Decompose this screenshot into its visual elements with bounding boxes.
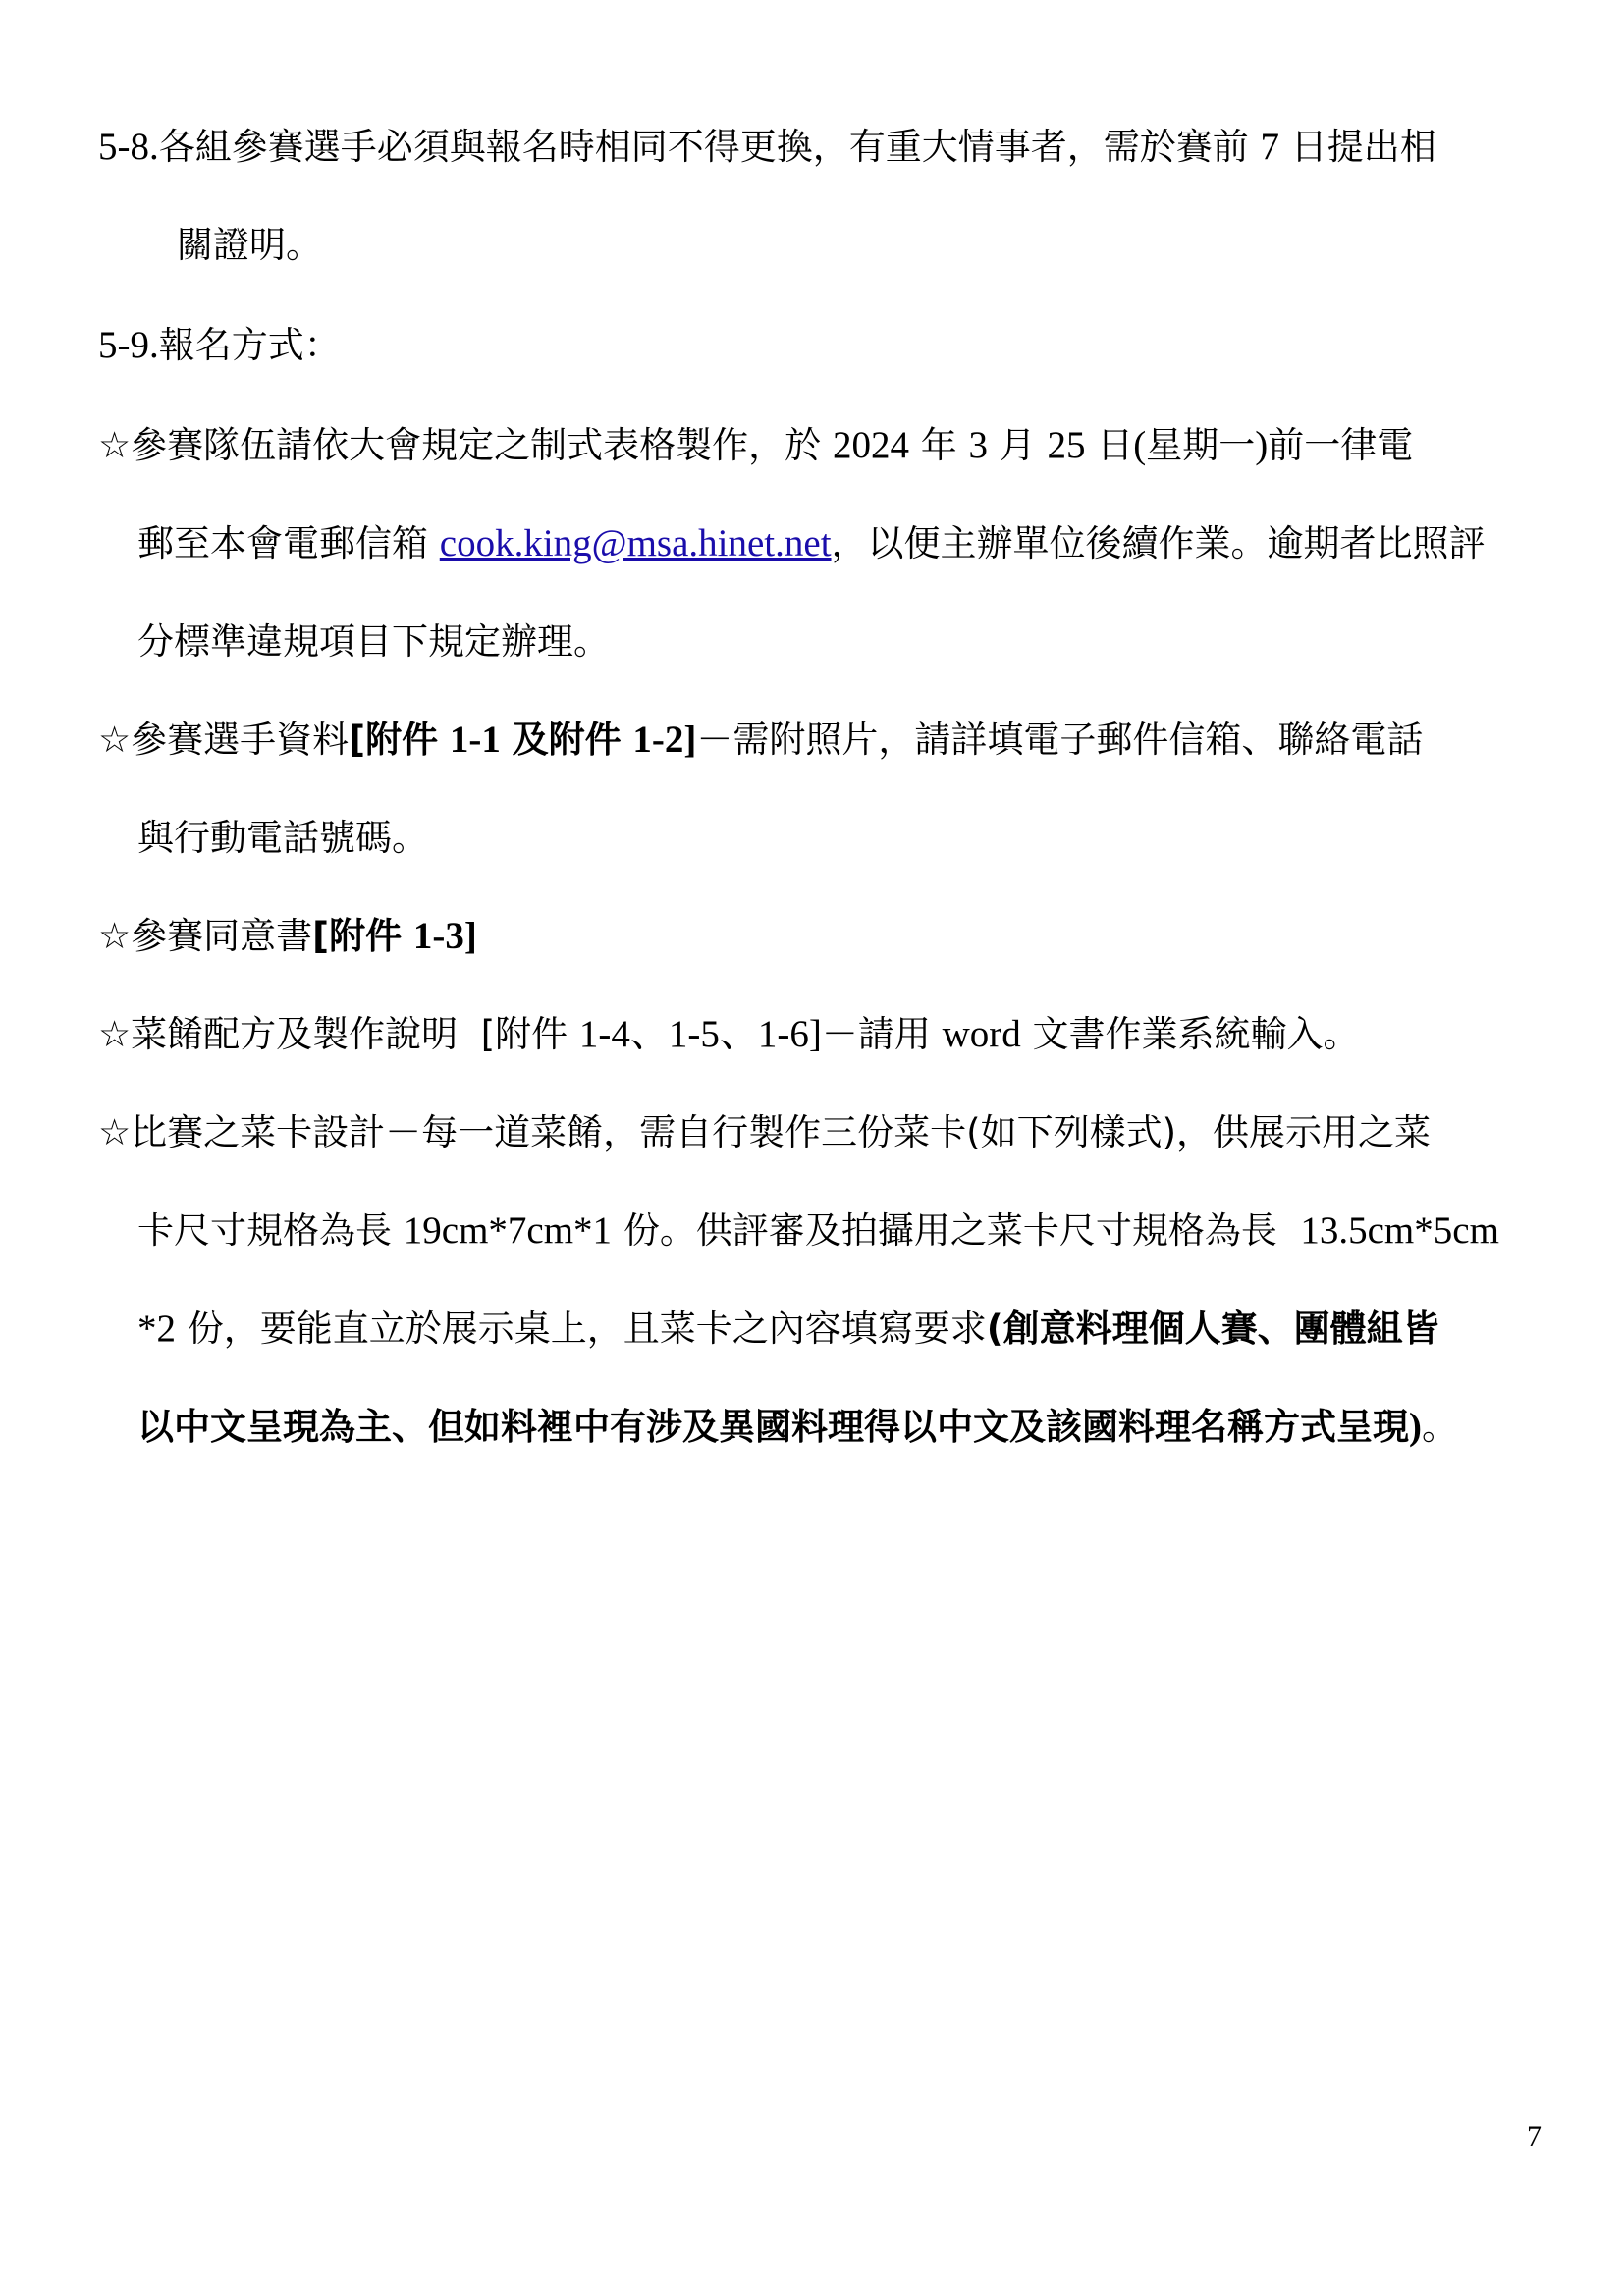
rule-text-end: 日提出相 xyxy=(1290,126,1436,168)
page-number: 7 xyxy=(1527,2120,1542,2153)
card-size: 19cm*7cm*1 xyxy=(403,1209,613,1252)
item-text: 參賽選手資料 xyxy=(131,719,350,761)
software-name: word xyxy=(942,1013,1021,1055)
bold-requirement: (創意料理個人賽、團體組皆 xyxy=(986,1308,1439,1350)
rule-number: 5-8. xyxy=(98,126,159,168)
item-text: 份。供評審及拍攝用之菜卡尺寸規格為長 xyxy=(623,1209,1277,1252)
item-text-end: ，以便主辦單位後續作業。逾期者比照評 xyxy=(831,522,1486,564)
item-text-end: －需附照片，請詳填電子郵件信箱、聯絡電話 xyxy=(696,719,1424,761)
star-icon: ☆ xyxy=(98,1013,132,1055)
item-text-end: 。 xyxy=(1422,1406,1458,1448)
attachment-number: 1-2] xyxy=(632,719,697,761)
item-text: 份，要能直立於展示桌上，且菜卡之內容填寫要求 xyxy=(187,1308,987,1350)
attachment-ref: 及附件 xyxy=(512,719,622,761)
rule-5-8-line1 xyxy=(98,126,1436,169)
year: 2024 xyxy=(832,424,909,466)
attachment-ref: [附件 xyxy=(349,719,439,761)
attachment-number: 1-1 xyxy=(449,719,501,761)
item-text: －請用 xyxy=(821,1013,931,1055)
paren-close: ) xyxy=(1409,1406,1422,1448)
item-menu-card-line2 xyxy=(137,1209,1499,1253)
days-number: 7 xyxy=(1260,126,1280,168)
star-icon: ☆ xyxy=(98,424,132,466)
item-text-end: 文書作業系統輸入。 xyxy=(1032,1013,1360,1055)
star-icon: ☆ xyxy=(98,915,132,957)
item-text: 參賽同意書 xyxy=(131,915,313,957)
rule-number: 5-9. xyxy=(98,324,159,366)
attachment-ref: [附件 xyxy=(480,1013,568,1055)
item-menu-card-line4 xyxy=(137,1406,1458,1449)
item-recipe xyxy=(98,1013,1360,1056)
paren-open: ( xyxy=(1133,424,1147,466)
paren-close: ) xyxy=(1255,424,1269,466)
item-text-end: 前一律電 xyxy=(1268,424,1414,466)
item-text-end: ，供展示用之菜 xyxy=(1176,1111,1432,1153)
attachment-number: 1-4、1-5、1-6] xyxy=(578,1013,822,1055)
item-menu-card-line1 xyxy=(98,1111,1431,1154)
item-player-info-line1 xyxy=(98,719,1423,762)
item-text: 比賽之菜卡設計－每一道菜餚，需自行製作三份菜卡 xyxy=(131,1111,967,1153)
item-team-registration-line1 xyxy=(98,424,1413,467)
attachment-number: 1-3] xyxy=(412,915,477,957)
rule-text: 報名方式： xyxy=(158,324,341,366)
bold-requirement: 以中文呈現為主、但如料裡中有涉及異國料理得以中文及該國料理名稱方式呈現 xyxy=(137,1406,1409,1448)
day: 25 xyxy=(1047,424,1086,466)
card-size: 13.5cm*5cm xyxy=(1300,1209,1499,1252)
email-link[interactable]: cook.king@msa.hinet.net xyxy=(439,522,832,564)
item-text: 卡尺寸規格為長 xyxy=(137,1209,392,1252)
star-icon: ☆ xyxy=(98,1111,132,1153)
item-menu-card-line3 xyxy=(137,1308,1439,1351)
item-team-registration-line2 xyxy=(137,522,1486,565)
item-text: 菜餚配方及製作說明 xyxy=(131,1013,459,1055)
item-player-info-line2: 與行動電話號碼。 xyxy=(137,817,428,859)
month: 3 xyxy=(968,424,988,466)
item-text: 參賽隊伍請依大會規定之制式表格製作，於 xyxy=(131,424,822,466)
weekday: 星期一 xyxy=(1146,424,1256,466)
item-text: (如下列樣式) xyxy=(966,1111,1177,1153)
rule-text: 各組參賽選手必須與報名時相同不得更換，有重大情事者，需於賽前 xyxy=(158,126,1249,168)
year-label: 年 xyxy=(920,424,957,466)
item-consent-form xyxy=(98,915,477,958)
rule-5-8-line2: 關證明。 xyxy=(177,224,322,266)
day-label: 日 xyxy=(1097,424,1134,466)
rule-5-9 xyxy=(98,324,341,367)
star-icon: ☆ xyxy=(98,719,132,761)
card-count: *2 xyxy=(137,1308,176,1350)
item-team-registration-line3: 分標準違規項目下規定辦理。 xyxy=(137,620,610,663)
item-text: 郵至本會電郵信箱 xyxy=(137,522,428,564)
month-label: 月 xyxy=(999,424,1036,466)
attachment-ref: [附件 xyxy=(312,915,403,957)
